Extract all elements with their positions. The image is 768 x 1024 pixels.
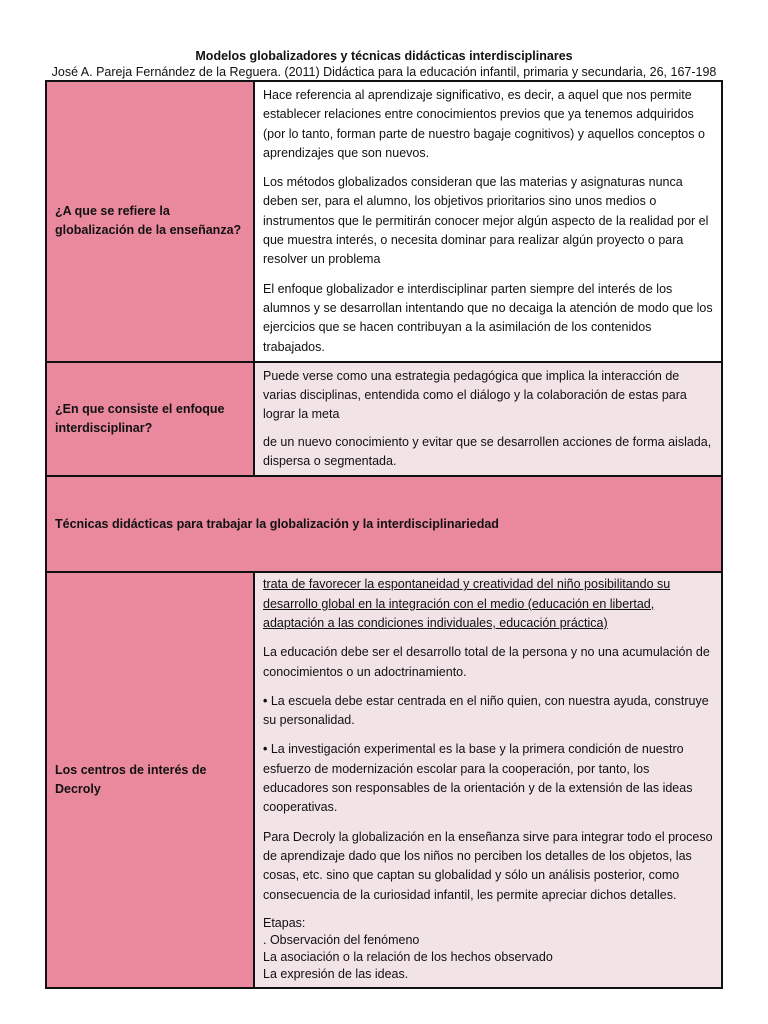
table-row-section-header xyxy=(46,476,722,572)
paragraph: Para Decroly la globalización en la enseñanza sirve para integrar todo el proceso de aprendizaje dado que los niños no perciben los detalles de los objetos, las cosas, etc. sino que captan su globalidad y sólo un análisis posterior, como consecuencia de la curiosidad infantil, les permite apreciar dichos detalles. xyxy=(263,829,713,902)
bullet-item: • La escuela debe estar centrada en el niño quien, con nuestra ayuda, construye su personalidad. xyxy=(263,692,713,731)
content-table xyxy=(45,80,723,989)
paragraph: El enfoque globalizador e interdisciplinar parten siempre del interés de los alumnos y se desarrollan intentando que no decaiga la atención de modo que los ejercicios que se hacen contribuyan a la asimilación de los contenidos trabajados. xyxy=(263,281,713,354)
stage-item: La asociación o la relación de los hechos observado xyxy=(263,949,553,964)
section-header: Técnicas didácticas para trabajar la globalización y la interdisciplinariedad xyxy=(46,476,722,572)
paragraph: La educación debe ser el desarrollo total de la persona y no una acumulación de conocimientos o un adoctrinamiento. xyxy=(263,645,710,679)
stage-item: . Observación del fenómeno xyxy=(263,932,420,947)
paragraph: Puede verse como una estrategia pedagógica que implica la interacción de varias disciplinas, entendida como el diálogo y la colaboración de estas para lograr la meta xyxy=(263,368,687,422)
stage-item: La expresión de las ideas. xyxy=(263,966,409,981)
intro-underlined: trata de favorecer la espontaneidad y creatividad del niño posibilitando su desarrollo global en la integración con el medio (educación en libertad, adaptación a las condiciones individuales, educación práctica) xyxy=(263,577,671,630)
table-row-globalizacion xyxy=(46,81,722,362)
paragraph: Los métodos globalizados consideran que las materias y asignaturas nunca deben ser, para el alumno, los objetivos prioritarios sino unos medios o instrumentos que le permitirán conocer mejor algún aspecto de la realidad por el que muestra interés, o necesita dominar para realizar algún proyecto o para resolver un problema xyxy=(263,175,709,267)
table-row-decroly xyxy=(46,572,722,987)
paragraph: de un nuevo conocimiento y evitar que se desarrollen acciones de forma aislada, dispersa o segmentada. xyxy=(263,434,712,469)
document-subtitle: José A. Pareja Fernández de la Reguera. (2011) Didáctica para la educación infantil, primaria y secundaria, 26, 167-198 xyxy=(51,65,717,79)
answer-cell-globalizacion xyxy=(254,81,722,362)
document-title: Modelos globalizadores y técnicas didácticas interdisciplinares xyxy=(195,49,573,63)
question-cell-globalizacion: ¿A que se refiere la globalización de la enseñanza? xyxy=(46,81,254,362)
answer-cell-decroly xyxy=(254,572,722,987)
question-cell-interdisciplinar: ¿En que consiste el enfoque interdisciplinar? xyxy=(46,362,254,476)
stages-block xyxy=(263,915,713,983)
paragraph: Hace referencia al aprendizaje significativo, es decir, a aquel que nos permite establecer relaciones entre conocimientos previos que ya tenemos adquiridos (por lo tanto, forman parte de nuestro bagaje cognitivos) y aquellos conceptos o aprendizajes que son nuevos. xyxy=(263,88,705,160)
question-cell-decroly: Los centros de interés de Decroly xyxy=(46,572,254,987)
table-row-interdisciplinar xyxy=(46,362,722,476)
stages-label: Etapas: xyxy=(263,915,306,930)
bullet-item: • La investigación experimental es la base y la primera condición de nuestro esfuerzo de modernización escolar para la cooperación, por tanto, los educadores son responsables de la orientación y de la extensión de las ideas cooperativas. xyxy=(263,740,713,817)
answer-cell-interdisciplinar xyxy=(254,362,722,476)
